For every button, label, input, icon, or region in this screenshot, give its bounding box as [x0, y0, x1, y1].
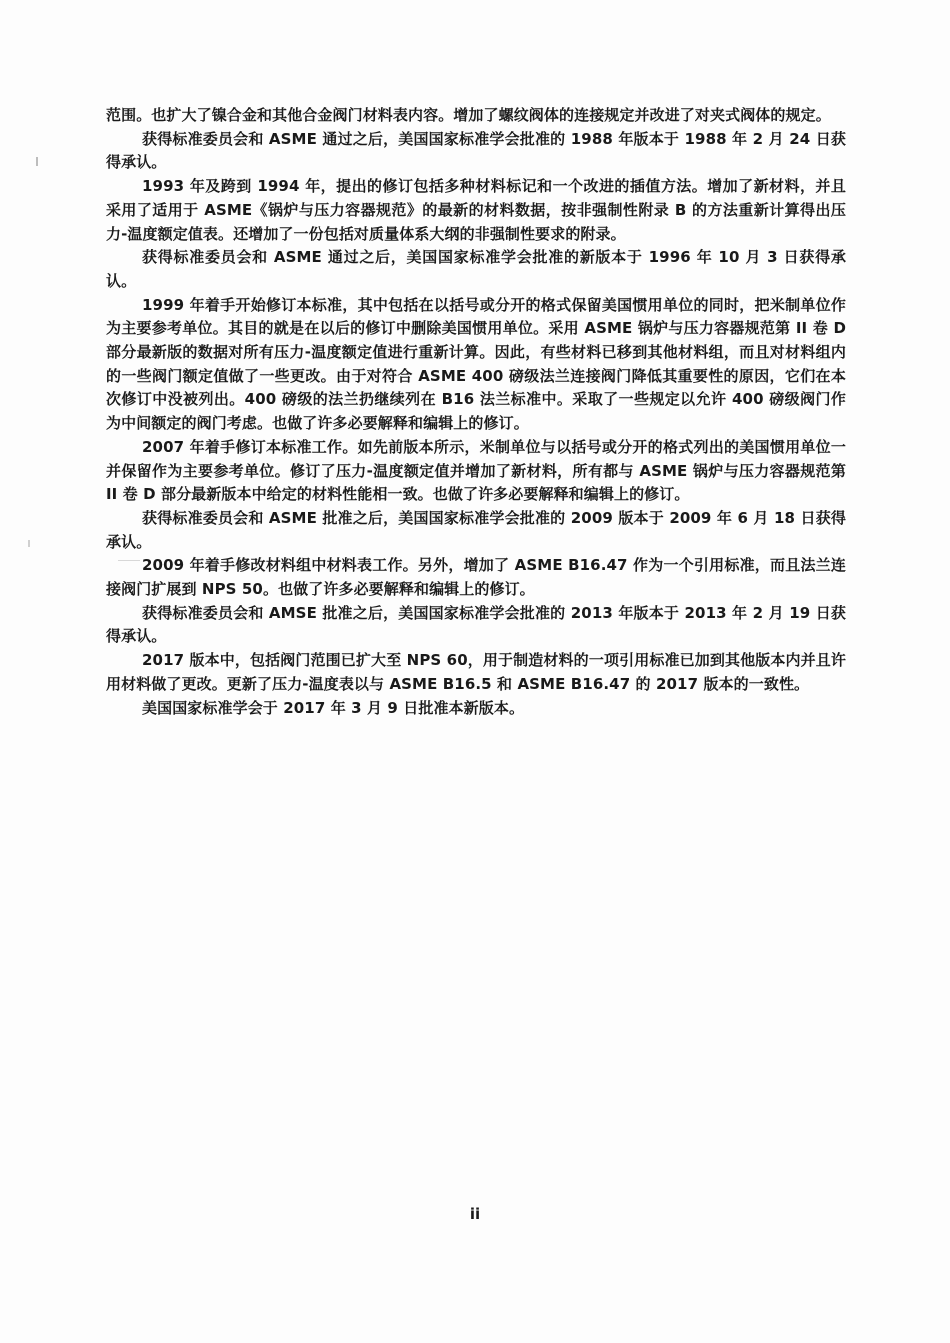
paragraph-2: 获得标准委员会和 ASME 通过之后，美国国家标准学会批准的 1988 年版本于 1988 年 2 月 24 日获得承认。 [106, 129, 846, 172]
paragraph-11: 美国国家标准学会于 2017 年 3 月 9 日批准本新版本。 [142, 698, 525, 717]
page-number: ii [469, 1205, 481, 1223]
scan-artifact [28, 540, 30, 547]
paragraph-4: 获得标准委员会和 ASME 通过之后，美国国家标准学会批准的新版本于 1996 年 10 月 3 日获得承认。 [106, 248, 846, 290]
paragraph-8: 2009 年着手修改材料组中材料表工作。另外，增加了 ASME B16.47 作为一个引用标准，而且法兰连接阀门扩展到 NPS 50。也做了许多必要解释和编辑上的修订。 [106, 556, 846, 599]
paragraph-7: 获得标准委员会和 ASME 批准之后，美国国家标准学会批准的 2009 版本于 2009 年 6 月 18 日获得承认。 [106, 508, 846, 551]
paragraph-1: 范围。也扩大了镍合金和其他合金阀门材料表内容。增加了螺纹阀体的连接规定并改进了对夹式阀体的规定。 [106, 106, 831, 124]
scan-artifact [36, 157, 38, 166]
paragraph-3: 1993 年及跨到 1994 年，提出的修订包括多种材料标记和一个改进的插值方法。增加了新材料，并且采用了适用于 ASME《锅炉与压力容器规范》的最新的材料数据，按非强制性附录 B 的方法重新计算得出压力-温度额定值表。还增加了一份包括对质量体系大纲的非强制性要求的附录。 [106, 177, 846, 243]
document-body [106, 104, 846, 720]
paragraph-9: 获得标准委员会和 AMSE 批准之后，美国国家标准学会批准的 2013 年版本于 2013 年 2 月 19 日获得承认。 [106, 603, 846, 646]
paragraph-5: 1999 年着手开始修订本标准，其中包括在以括号或分开的格式保留美国惯用单位的同时，把米制单位作为主要参考单位。其目的就是在以后的修订中删除美国惯用单位。采用 ASME 锅炉与压力容器规范第 II 卷 D 部分最新版的数据对所有压力-温度额定值进行重新计算。因此，有些材料已移到其他材料组，而且对材料组内的一些阀门额定值做了一些更改。由于对符合 ASME 400 磅级法兰连接阀门降低其重要性的原因，它们在本次修订中没被列出。400 磅级的法兰扔继续列在 B16 法兰标准中。采取了一些规定以允许 400 磅级阀门作为中间额定的阀门考虑。也做了许多必要解释和编辑上的修订。 [106, 295, 846, 433]
paragraph-10: 2017 版本中，包括阀门范围已扩大至 NPS 60，用于制造材料的一项引用标准已加到其他版本内并且许用材料做了更改。更新了压力-温度表以与 ASME B16.5 和 ASME B16.47 的 2017 版本的一致性。 [106, 651, 846, 693]
paragraph-6: 2007 年着手修订本标准工作。如先前版本所示，米制单位与以括号或分开的格式列出的美国惯用单位一并保留作为主要参考单位。修订了压力-温度额定值并增加了新材料，所有都与 ASME 锅炉与压力容器规范第 II 卷 D 部分最新版本中给定的材料性能相一致。也做了许多必要解释和编辑上的修订。 [106, 437, 846, 504]
